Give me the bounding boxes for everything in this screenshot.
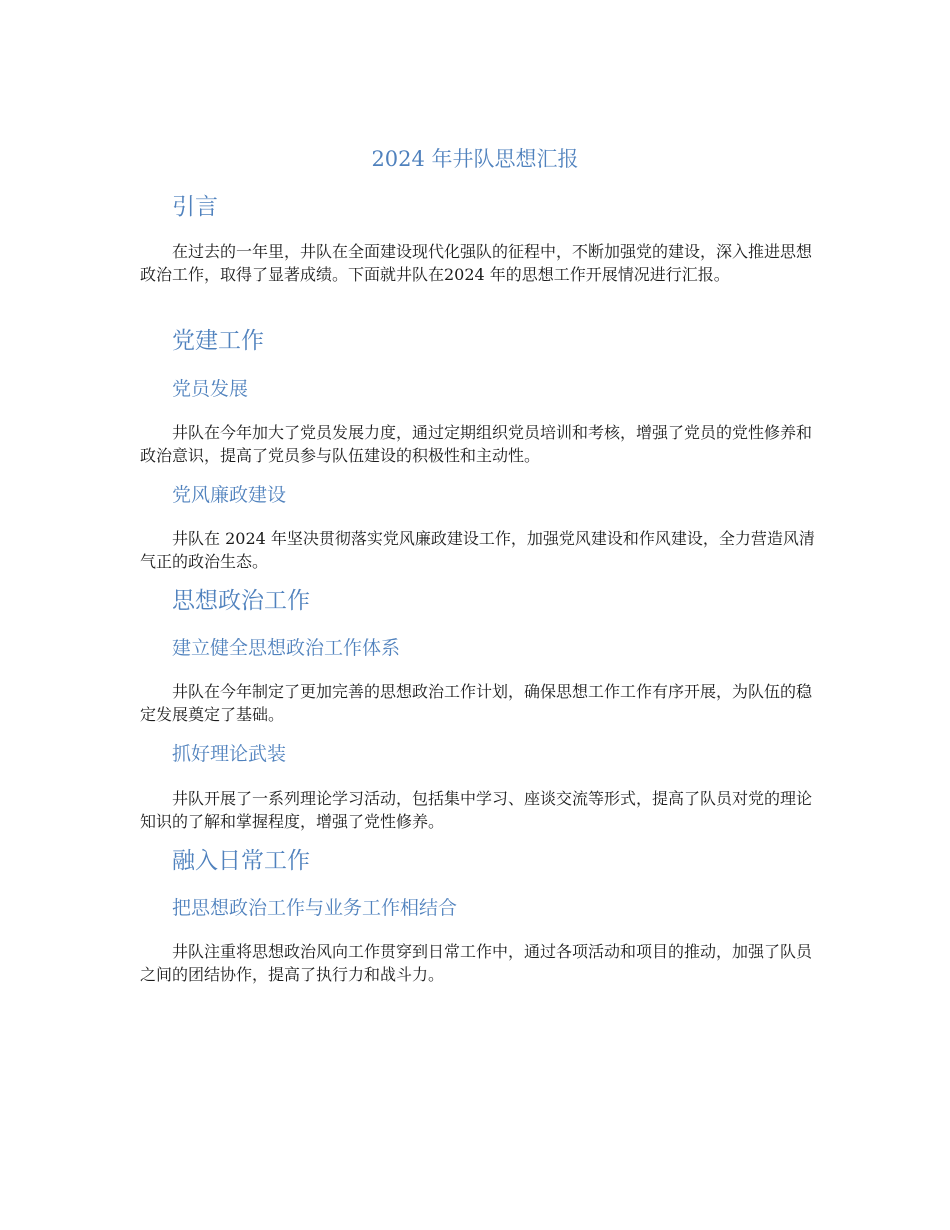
subsection-paragraph-theory: 井队开展了一系列理论学习活动，包括集中学习、座谈交流等形式，提高了队员对党的理论知识的了解和掌握程度，增强了党性修养。 <box>140 789 813 831</box>
subsection-heading-integrity: 党风廉政建设 <box>172 484 287 506</box>
subsection-heading-theory: 抓好理论武装 <box>172 743 287 765</box>
subsection-paragraph-integration: 井队注重将思想政治风向工作贯穿到日常工作中，通过各项活动和项目的推动，加强了队员之间的团结协作，提高了执行力和战斗力。 <box>140 942 813 984</box>
section-heading-introduction: 引言 <box>172 194 218 220</box>
subsection-paragraph-work-system: 井队在今年制定了更加完善的思想政治工作计划，确保思想工作工作有序开展，为队伍的稳定发展奠定了基础。 <box>140 682 813 724</box>
subsection-paragraph-member-development: 井队在今年加大了党员发展力度，通过定期组织党员培训和考核，增强了党员的党性修养和政治意识，提高了党员参与队伍建设的积极性和主动性。 <box>140 423 813 465</box>
subsection-heading-member-development: 党员发展 <box>172 378 249 400</box>
section-paragraph-introduction: 在过去的一年里，井队在全面建设现代化强队的征程中，不断加强党的建设，深入推进思想政治工作，取得了显著成绩。下面就井队在2024 年的思想工作开展情况进行汇报。 <box>140 242 813 284</box>
subsection-paragraph-integrity: 井队在 2024 年坚决贯彻落实党风廉政建设工作，加强党风建设和作风建设，全力营造风清气正的政治生态。 <box>140 529 815 571</box>
document-title: 2024 年井队思想汇报 <box>371 147 579 171</box>
section-heading-ideological-work: 思想政治工作 <box>172 588 310 614</box>
subsection-heading-integration: 把思想政治工作与业务工作相结合 <box>172 897 458 919</box>
section-heading-daily-work: 融入日常工作 <box>172 848 310 874</box>
subsection-heading-work-system: 建立健全思想政治工作体系 <box>172 637 401 659</box>
section-heading-party-building: 党建工作 <box>172 328 264 354</box>
